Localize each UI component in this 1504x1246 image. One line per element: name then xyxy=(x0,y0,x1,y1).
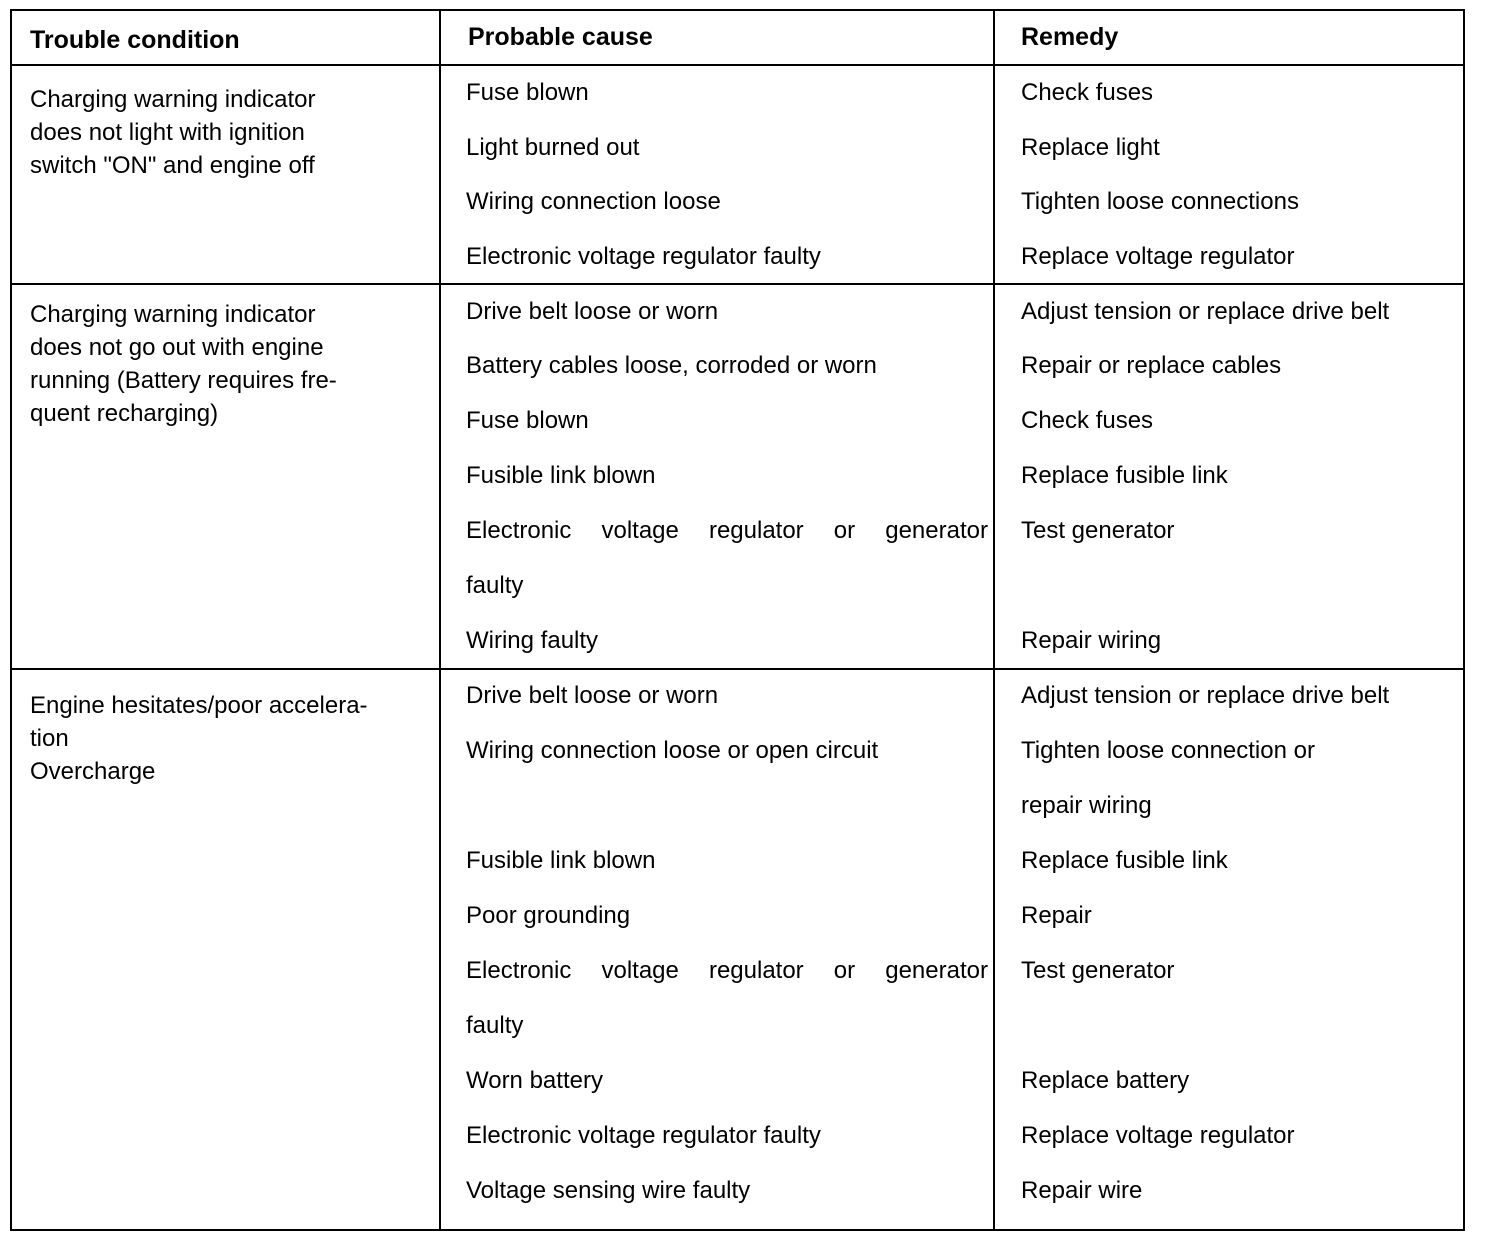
trouble-condition-1 xyxy=(30,83,430,182)
remedy-cell: Replace fusible link xyxy=(1021,462,1228,489)
cause-word: voltage xyxy=(601,957,679,984)
remedy-cell: Check fuses xyxy=(1021,407,1154,434)
header-remedy: Remedy xyxy=(1021,23,1119,51)
group-divider-2 xyxy=(10,668,1465,670)
cause-cell: Voltage sensing wire faulty xyxy=(466,1177,751,1204)
condition-line: Engine hesitates/poor accelera- xyxy=(30,692,368,719)
condition-line: Overcharge xyxy=(30,758,156,785)
cause-cell-continuation: faulty xyxy=(466,1012,524,1039)
cause-cell: Electronic voltage regulator faulty xyxy=(466,1122,821,1149)
remedy-cell: Check fuses xyxy=(1021,79,1154,106)
remedy-cell: Repair xyxy=(1021,902,1092,929)
trouble-condition-2 xyxy=(30,298,430,430)
header-divider xyxy=(10,64,1465,66)
remedy-cell: Repair wire xyxy=(1021,1177,1143,1204)
cause-cell: Wiring connection loose or open circuit xyxy=(466,737,879,764)
condition-line: does not go out with engine xyxy=(30,334,324,361)
cause-cell: Fuse blown xyxy=(466,407,589,434)
cause-word: voltage xyxy=(601,517,679,544)
cause-cell: Wiring connection loose xyxy=(466,188,721,215)
condition-line: tion xyxy=(30,725,69,752)
condition-line: quent recharging) xyxy=(30,400,219,427)
group-divider-1 xyxy=(10,283,1465,285)
header-trouble-condition: Trouble condition xyxy=(30,26,240,54)
cause-cell xyxy=(466,956,990,986)
cause-word: or xyxy=(833,957,856,984)
cause-word: Electronic xyxy=(466,517,572,544)
condition-line: Charging warning indicator xyxy=(30,301,316,328)
cause-cell: Battery cables loose, corroded or worn xyxy=(466,352,877,379)
header-probable-cause: Probable cause xyxy=(468,23,653,51)
remedy-cell: Replace voltage regulator xyxy=(1021,243,1295,270)
condition-line: does not light with ignition xyxy=(30,119,305,146)
cause-cell: Electronic voltage regulator faulty xyxy=(466,243,821,270)
condition-line: running (Battery requires fre- xyxy=(30,367,337,394)
condition-line: switch "ON" and engine off xyxy=(30,152,315,179)
remedy-cell-continuation: repair wiring xyxy=(1021,792,1152,819)
remedy-cell: Repair or replace cables xyxy=(1021,352,1282,379)
trouble-condition-3 xyxy=(30,689,430,788)
cause-cell xyxy=(466,516,990,546)
cause-cell: Light burned out xyxy=(466,134,640,161)
cause-cell: Worn battery xyxy=(466,1067,603,1094)
column-divider-1 xyxy=(439,9,441,1231)
remedy-cell: Adjust tension or replace drive belt xyxy=(1021,682,1390,709)
remedy-cell: Adjust tension or replace drive belt xyxy=(1021,298,1390,325)
cause-cell: Drive belt loose or worn xyxy=(466,298,719,325)
remedy-cell: Test generator xyxy=(1021,957,1175,984)
remedy-cell: Replace fusible link xyxy=(1021,847,1228,874)
column-divider-2 xyxy=(993,9,995,1231)
remedy-cell: Replace battery xyxy=(1021,1067,1190,1094)
cause-cell: Fuse blown xyxy=(466,79,589,106)
remedy-cell: Tighten loose connection or xyxy=(1021,737,1315,764)
condition-line: Charging warning indicator xyxy=(30,86,316,113)
cause-cell-continuation: faulty xyxy=(466,572,524,599)
remedy-cell: Test generator xyxy=(1021,517,1175,544)
cause-word: Electronic xyxy=(466,957,572,984)
cause-word: generator xyxy=(885,517,988,544)
cause-word: regulator xyxy=(708,517,804,544)
remedy-cell: Repair wiring xyxy=(1021,627,1162,654)
cause-cell: Fusible link blown xyxy=(466,847,656,874)
cause-cell: Drive belt loose or worn xyxy=(466,682,719,709)
cause-word: generator xyxy=(885,957,988,984)
cause-cell: Fusible link blown xyxy=(466,462,656,489)
cause-cell: Wiring faulty xyxy=(466,627,599,654)
cause-word: regulator xyxy=(708,957,804,984)
cause-cell: Poor grounding xyxy=(466,902,631,929)
remedy-cell: Replace voltage regulator xyxy=(1021,1122,1295,1149)
remedy-cell: Tighten loose connections xyxy=(1021,188,1299,215)
cause-word: or xyxy=(833,517,856,544)
remedy-cell: Replace light xyxy=(1021,134,1160,161)
